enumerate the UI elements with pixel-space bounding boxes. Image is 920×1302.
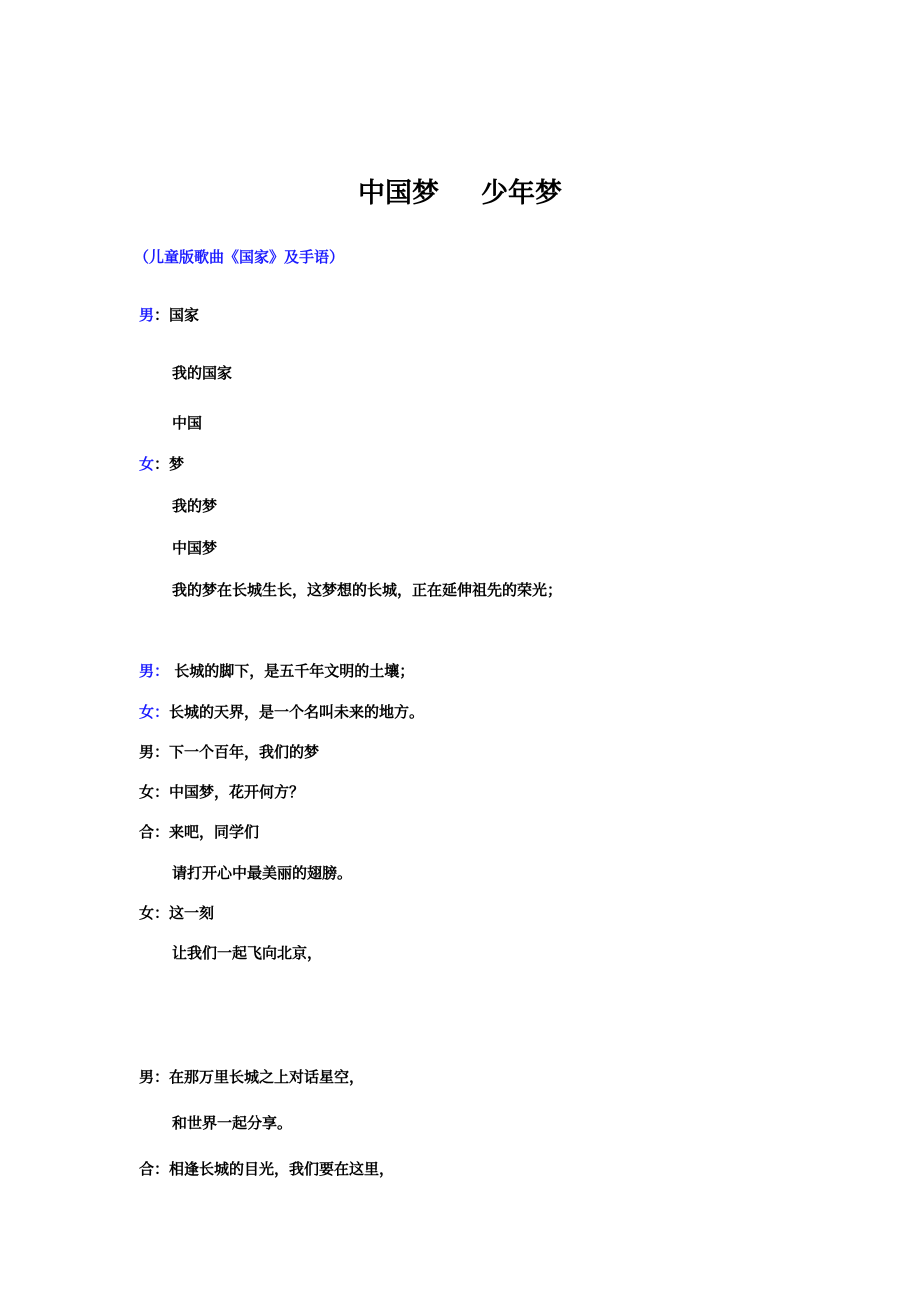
- lyric-line: 男： 长城的脚下，是五千年文明的土壤；: [139, 662, 415, 680]
- lyric-line: 女：长城的天界，是一个名叫未来的地方。: [139, 703, 425, 721]
- speaker-label: 合: [139, 823, 155, 841]
- lyric-text: 下一个百年，我们的梦: [169, 743, 320, 761]
- lyric-text: 相逢长城的目光，我们要在这里，: [169, 1160, 395, 1178]
- lyric-line: 男：下一个百年，我们的梦: [139, 743, 320, 761]
- lyric-line: 合：来吧，同学们: [139, 823, 260, 841]
- speaker-label: 女: [139, 455, 155, 473]
- speaker-label: 女: [139, 783, 155, 801]
- speaker-label: 女: [139, 904, 155, 922]
- lyric-line: [172, 495, 217, 517]
- lyric-line: 女：中国梦，花开何方？: [139, 783, 305, 801]
- lyric-text: 国家: [169, 306, 200, 324]
- lyric-line: 女：这一刻: [139, 904, 215, 922]
- lyric-line: [172, 362, 232, 384]
- lyric-text: 我的梦: [172, 497, 218, 515]
- title-part-2: 少年梦: [481, 178, 562, 209]
- lyric-line: [172, 412, 202, 434]
- title-part-1: 中国梦: [358, 178, 439, 209]
- lyric-text: 来吧，同学们: [169, 823, 260, 841]
- speaker-label: 男: [139, 1068, 155, 1086]
- lyric-line: [172, 942, 322, 964]
- lyric-text: 梦: [169, 455, 185, 473]
- page-title: [0, 176, 920, 212]
- lyric-text: 长城的脚下，是五千年文明的土壤；: [169, 662, 415, 680]
- lyric-text: 长城的天界，是一个名叫未来的地方。: [169, 703, 425, 721]
- lyric-line: [172, 579, 562, 601]
- speaker-label: 男: [139, 662, 155, 680]
- lyric-text: 请打开心中最美丽的翅膀。: [172, 864, 353, 882]
- lyric-line: [172, 1112, 292, 1134]
- lyric-line: [172, 537, 217, 559]
- speaker-label: 男: [139, 743, 155, 761]
- lyric-line: 女：梦: [139, 455, 185, 473]
- lyric-text: 我的梦在长城生长，这梦想的长城，正在延伸祖先的荣光；: [172, 581, 563, 599]
- lyric-line: 男：国家: [139, 306, 200, 324]
- lyric-text: 中国梦: [172, 539, 218, 557]
- speaker-label: 女: [139, 703, 155, 721]
- subtitle: （儿童版歌曲《国家》及手语）: [134, 248, 345, 266]
- speaker-label: 合: [139, 1160, 155, 1178]
- lyric-text: 让我们一起飞向北京，: [172, 944, 323, 962]
- lyric-line: [172, 862, 352, 884]
- speaker-label: 男: [139, 306, 155, 324]
- lyric-text: 和世界一起分享。: [172, 1114, 293, 1132]
- lyric-text: 这一刻: [169, 904, 215, 922]
- lyric-text: 中国: [172, 414, 203, 432]
- lyric-text: 中国梦，花开何方？: [169, 783, 305, 801]
- lyric-line: 男：在那万里长城之上对话星空，: [139, 1068, 365, 1086]
- lyric-text: 在那万里长城之上对话星空，: [169, 1068, 365, 1086]
- lyric-text: 我的国家: [172, 364, 233, 382]
- lyric-line: 合：相逢长城的目光，我们要在这里，: [139, 1160, 395, 1178]
